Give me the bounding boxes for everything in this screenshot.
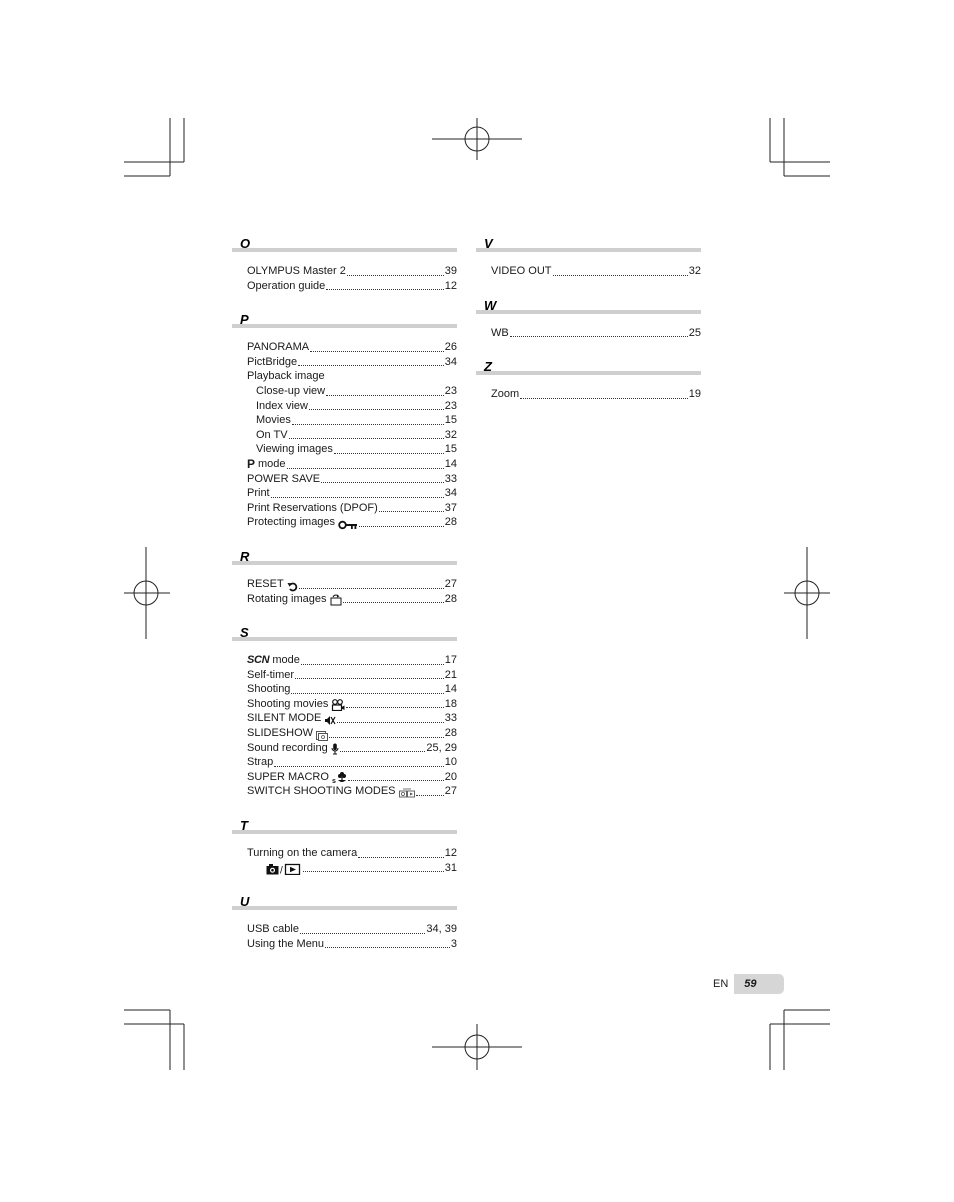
index-section-p	[232, 313, 457, 530]
section-letter: V	[484, 236, 493, 251]
index-entry	[232, 592, 457, 607]
dot-leader	[291, 692, 443, 694]
dot-leader	[309, 408, 444, 410]
entry-list	[232, 566, 457, 606]
section-header	[476, 360, 701, 376]
index-entry	[232, 413, 457, 428]
dot-leader	[310, 350, 444, 352]
entry-label: Zoom	[491, 388, 520, 401]
section-letter: P	[240, 312, 249, 328]
entry-label: RESET	[247, 577, 284, 590]
entry-page-number: 28	[444, 727, 457, 740]
dot-leader	[358, 856, 443, 858]
index-entry	[232, 340, 457, 355]
silent-mode-icon	[324, 715, 336, 726]
entry-label: Sound recording	[247, 741, 328, 754]
entry-list	[476, 253, 701, 279]
entry-label: Print	[247, 487, 270, 500]
entry-page-number: 34, 39	[426, 923, 457, 936]
dot-leader	[298, 364, 444, 366]
entry-page-number: 32	[688, 265, 701, 277]
dot-leader	[321, 481, 444, 483]
section-letter: R	[240, 548, 250, 564]
dot-leader	[348, 779, 444, 781]
entry-page-number: 25, 29	[426, 741, 457, 754]
section-letter: S	[240, 625, 249, 641]
entry-page-number: 12	[444, 847, 457, 860]
entry-list	[232, 911, 457, 951]
dot-leader	[295, 677, 444, 679]
entry-label: POWER SAVE	[247, 472, 321, 485]
index-entry	[232, 741, 457, 756]
index-column-left	[232, 237, 457, 971]
entry-page-number: 23	[444, 399, 457, 412]
entry-label: Rotating images	[247, 592, 327, 605]
entry-label: mode	[272, 654, 300, 667]
index-section-t	[232, 819, 457, 875]
entry-label: PANORAMA	[247, 341, 310, 354]
index-entry	[232, 755, 457, 770]
entry-label: Print Reservations (DPOF)	[247, 501, 378, 514]
index-entry	[232, 264, 457, 279]
section-header	[232, 895, 457, 911]
switch-modes-icon	[399, 788, 415, 799]
dot-leader	[334, 452, 444, 454]
dot-leader	[337, 721, 443, 723]
index-entry	[232, 442, 457, 457]
svg-text:s: s	[331, 778, 336, 785]
dot-leader	[299, 587, 444, 589]
entry-page-number: 14	[444, 457, 457, 470]
index-entry	[476, 264, 701, 279]
section-divider	[476, 371, 701, 375]
entry-label: Turning on the camera	[247, 847, 358, 860]
dot-leader	[292, 423, 444, 425]
key-icon	[338, 520, 358, 530]
dot-leader	[274, 765, 443, 767]
dot-leader	[416, 794, 444, 796]
index-entry	[232, 369, 457, 384]
section-header	[476, 237, 701, 253]
entry-page-number: 33	[444, 712, 457, 725]
entry-label: WB	[491, 326, 509, 339]
reset-arrow-icon	[287, 581, 298, 592]
dot-leader	[520, 397, 688, 399]
dot-leader	[271, 496, 444, 498]
section-divider	[232, 561, 457, 565]
p-mode-icon: P	[247, 456, 256, 471]
footer-page-number: 59	[734, 974, 784, 994]
dot-leader	[326, 288, 443, 290]
section-letter: Z	[484, 359, 492, 375]
entry-page-number: 10	[444, 756, 457, 769]
entry-page-number: 19	[688, 388, 701, 401]
entry-label: Operation guide	[247, 279, 326, 292]
dot-leader	[326, 394, 444, 396]
dot-leader	[340, 750, 426, 752]
entry-list	[232, 642, 457, 799]
dot-leader	[303, 870, 444, 872]
dot-leader	[346, 706, 443, 708]
entry-label: SLIDESHOW	[247, 727, 314, 740]
entry-label: Strap	[247, 756, 274, 769]
index-entry	[476, 326, 701, 341]
index-section-r	[232, 550, 457, 606]
section-divider	[232, 324, 457, 328]
index-entry	[232, 726, 457, 741]
entry-label: SUPER MACRO	[247, 770, 329, 783]
index-entry	[232, 770, 457, 785]
entry-page-number: 15	[444, 414, 457, 427]
entry-page-number: 28	[444, 592, 457, 605]
index-section-u	[232, 895, 457, 951]
index-entry	[232, 682, 457, 697]
index-entry	[476, 387, 701, 402]
entry-list	[476, 376, 701, 402]
section-letter: U	[240, 894, 250, 910]
entry-page-number: 32	[444, 428, 457, 441]
entry-page-number: 28	[444, 516, 457, 529]
dot-leader	[325, 946, 450, 948]
camera-play-icon	[266, 863, 302, 875]
dot-leader	[300, 932, 425, 934]
entry-list	[476, 315, 701, 341]
section-letter: O	[240, 236, 251, 251]
entry-label: PictBridge	[247, 355, 298, 368]
section-divider	[232, 906, 457, 910]
index-entry	[232, 846, 457, 861]
entry-page-number: 34	[444, 487, 457, 500]
scn-mode-icon: SCN	[247, 654, 270, 667]
index-section-o	[232, 237, 457, 293]
index-entry	[232, 355, 457, 370]
index-entry	[232, 486, 457, 501]
entry-label: OLYMPUS Master 2	[247, 265, 346, 277]
entry-label: Viewing images	[256, 443, 333, 456]
rotate-icon	[330, 594, 342, 606]
entry-label: Using the Menu	[247, 937, 325, 950]
entry-label: mode	[258, 457, 286, 470]
entry-page-number: 14	[444, 683, 457, 696]
index-entry	[232, 697, 457, 712]
dot-leader	[343, 601, 444, 603]
section-divider	[476, 248, 701, 252]
index-section-v	[476, 237, 701, 279]
dot-leader	[553, 274, 688, 276]
entry-label: Self-timer	[247, 668, 295, 681]
index-section-w	[476, 299, 701, 341]
section-header	[232, 237, 457, 253]
index-entry	[232, 784, 457, 799]
index-entry	[232, 457, 457, 472]
entry-page-number: 37	[444, 501, 457, 514]
section-header	[232, 550, 457, 566]
section-divider	[232, 637, 457, 641]
section-header	[232, 313, 457, 329]
entry-label: Shooting	[247, 683, 291, 696]
section-header	[476, 299, 701, 315]
index-entry	[232, 922, 457, 937]
svg-text:/: /	[280, 865, 283, 876]
index-entry	[232, 384, 457, 399]
footer-language: EN	[713, 978, 729, 990]
index-entry	[232, 668, 457, 683]
section-divider	[232, 248, 457, 252]
dot-leader	[287, 467, 444, 469]
section-divider	[232, 830, 457, 834]
entry-label: Shooting movies	[247, 697, 329, 710]
entry-list	[232, 835, 457, 875]
entry-page-number: 17	[444, 654, 457, 667]
index-entry	[232, 501, 457, 516]
section-letter: T	[240, 818, 248, 834]
dot-leader	[301, 663, 444, 665]
index-entry	[232, 653, 457, 668]
entry-page-number: 12	[444, 279, 457, 292]
index-entry	[232, 861, 457, 876]
entry-label: Index view	[256, 399, 308, 412]
entry-page-number: 31	[444, 861, 457, 874]
index-entry	[232, 711, 457, 726]
entry-page-number: 21	[444, 668, 457, 681]
entry-page-number: 23	[444, 384, 457, 397]
entry-label: Close-up view	[256, 384, 326, 397]
entry-label: Movies	[256, 414, 291, 427]
page-footer	[713, 974, 784, 994]
dot-leader	[510, 335, 688, 337]
entry-label: USB cable	[247, 923, 299, 936]
entry-page-number: 27	[444, 785, 457, 798]
index-entry	[232, 472, 457, 487]
entry-page-number: 3	[450, 937, 457, 950]
entry-label: Playback image	[247, 370, 325, 383]
index-entry	[232, 937, 457, 952]
entry-label: Protecting images	[247, 516, 336, 529]
entry-label: SWITCH SHOOTING MODES	[247, 785, 396, 798]
entry-page-number: 25	[688, 326, 701, 339]
entry-list	[232, 253, 457, 293]
entry-page-number: 15	[444, 443, 457, 456]
index-section-s	[232, 626, 457, 799]
index-column-right	[476, 237, 701, 422]
entry-page-number: 33	[444, 472, 457, 485]
index-entry	[232, 279, 457, 294]
entry-label: VIDEO OUT	[491, 265, 552, 277]
microphone-icon	[331, 743, 339, 755]
entry-page-number: 26	[444, 341, 457, 354]
section-divider	[476, 310, 701, 314]
index-entry	[232, 399, 457, 414]
section-letter: W	[484, 297, 497, 313]
entry-label: SILENT MODE	[247, 712, 322, 725]
dot-leader	[289, 437, 444, 439]
movie-camera-icon	[331, 699, 345, 711]
slideshow-icon	[316, 730, 328, 741]
section-header	[232, 819, 457, 835]
index-entry	[232, 428, 457, 443]
entry-page-number: 34	[444, 355, 457, 368]
section-header	[232, 626, 457, 642]
index-section-z	[476, 360, 701, 402]
dot-leader	[379, 510, 444, 512]
entry-list	[232, 329, 457, 530]
dot-leader	[329, 736, 444, 738]
entry-label: On TV	[256, 428, 288, 441]
entry-page-number: 27	[444, 577, 457, 590]
index-entry	[232, 515, 457, 530]
dot-leader	[359, 525, 444, 527]
entry-page-number: 18	[444, 697, 457, 710]
entry-page-number: 39	[444, 265, 457, 277]
super-macro-icon	[332, 772, 347, 784]
dot-leader	[347, 274, 444, 276]
entry-page-number: 20	[444, 770, 457, 783]
index-entry	[232, 577, 457, 592]
